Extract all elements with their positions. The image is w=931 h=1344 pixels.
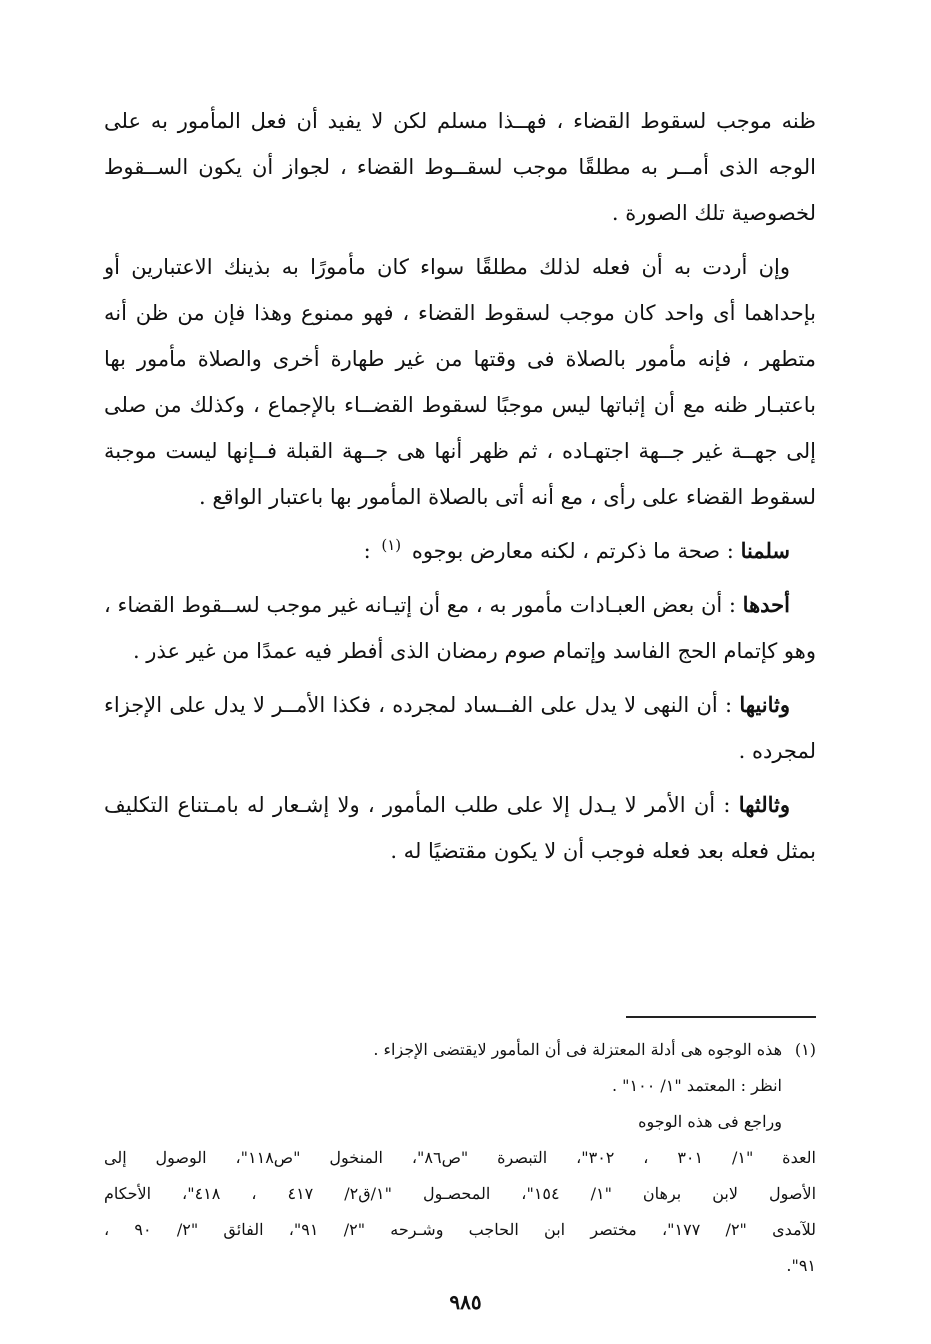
footnote-line: العدة "١/ ٣٠١ ، ٣٠٢"، التبصرة "ص٨٦"، المنخول "ص١١٨"، الوصول إلى (104, 1148, 817, 1167)
point-third-label: وثالثها (738, 792, 790, 817)
point-second-label: وثانيها (739, 692, 790, 717)
page-number: ٩٨٥ (449, 1290, 482, 1314)
footnote-reference: (١) (381, 536, 402, 554)
footnotes (104, 1032, 816, 1284)
footnote-line: للآمدى "٢/ ١٧٧"، مختصر ابن الحاجب وشـرحه "٢/ ٩١"، الفائق "٢/ ٩٠ ، (104, 1220, 817, 1239)
paragraph-2: وإن أردت به أن فعله لذلك مطلقًا سواء كان مأمورًا به بذينك الاعتبارين أو بإحداهما أى واحد كان موجب لسقوط القضاء ، فهو ممنوع وهذا فإن من ظن أنه متطهر ، فإنه مأمور بالصلاة فى وقتها من غير طهارة أخرى والصلاة مأمور بها باعتبـار ظنه مع أن إثباتها ليس موجبًا لسقوط القضــاء بالإجماع ، وكذلك من صلى إلى جهــة غير جــهة اجتهـاده ، ثم ظهر أنها هى جــهة القبلة فــإنها ليست موجبة لسقوط القضاء على رأى ، مع أنه أتى بالصلاة المأمور بها باعتبار الواقع . (104, 255, 816, 509)
salamna-tail: : (363, 539, 371, 563)
salamna-line (104, 528, 816, 574)
salamna-text: : صحة ما ذكرتم ، لكنه معارض بوجوه (411, 539, 734, 563)
point-first-text: : أن بعض العبـادات مأمور به ، مع أن إتيـانه غير موجب لســقوط القضاء ، وهو كإتمام الحج الفاسد وإتمام صوم رمضان الذى أفطر فيه عمدًا من غير عذر . (104, 593, 816, 663)
footnote-divider (626, 1016, 816, 1018)
footnote-line: انظر : المعتمد "١/ ١٠٠" . (611, 1076, 782, 1095)
point-first-label: أحدها (742, 592, 790, 617)
salamna-label: سلمنا (740, 538, 790, 563)
footnote-line: وراجع فى هذه الوجوه (638, 1112, 782, 1131)
footnote-line: ٩١". (786, 1256, 816, 1275)
point-third-text: : أن الأمر لا يـدل إلا على طلب المأمور ، ولا إشـعار له بامـتناع التكليف بمثل فعله بعد فعله فوجب أن لا يكون مقتضيًا له . (104, 793, 816, 863)
point-third (104, 782, 816, 874)
footnote-line: الأصول لابن برهان "١/ ١٥٤"، المحصـول "١/ق٢/ ٤١٧ ، ٤١٨"، الأحكام (104, 1184, 817, 1203)
paragraph-1: ظنه موجب لسقوط القضاء ، فهــذا مسلم لكن لا يفيد أن فعل المأمور به على الوجه الذى أمــر به مطلقًا موجب لسقــوط القضاء ، لجواز أن يكون الســقوط لخصوصية تلك الصورة . (104, 109, 816, 225)
footnote-line: هذه الوجوه هى أدلة المعتزلة فى أن المأمور لايقتضى الإجزاء . (373, 1040, 782, 1059)
point-second (104, 682, 816, 774)
footnote-body (104, 1032, 782, 1140)
point-first (104, 582, 816, 674)
main-text (104, 98, 816, 882)
footnote-1 (104, 1032, 816, 1140)
point-second-text: : أن النهى لا يدل على الفــساد لمجرده ، فكذا الأمــر لا يدل على الإجزاء لمجرده . (104, 693, 816, 763)
footnote-number: (١) (794, 1040, 816, 1059)
